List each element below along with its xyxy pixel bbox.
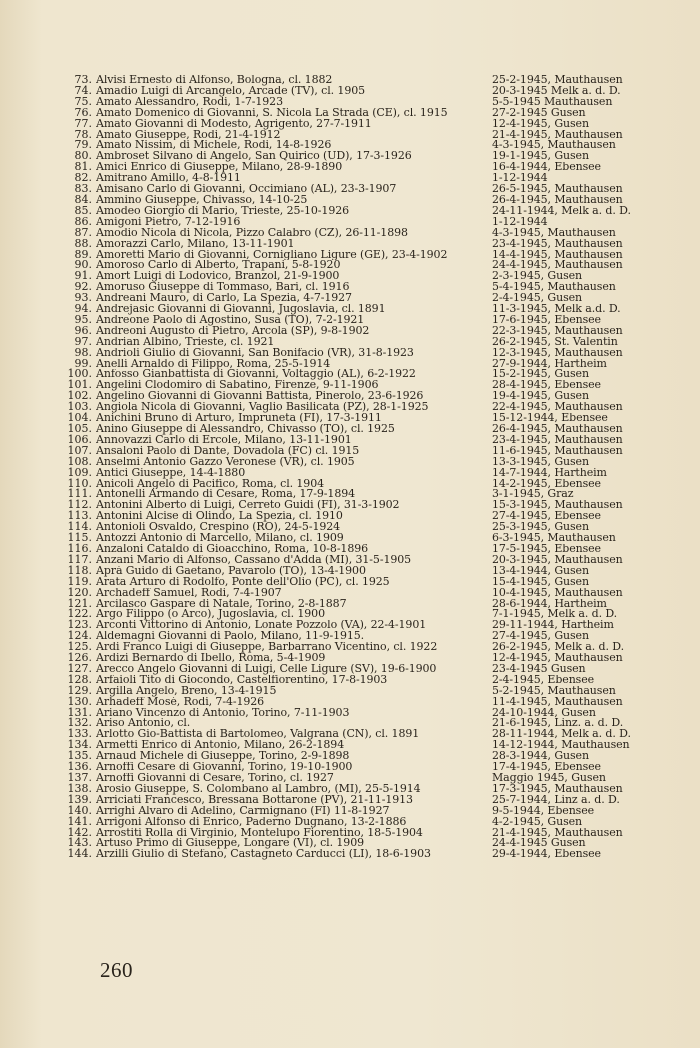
entry-number: 141. [67, 814, 92, 828]
entry-number: 78. [74, 127, 92, 141]
entry-death-date-place: 3-1-1945, Graz [492, 489, 574, 501]
list-item [58, 511, 658, 522]
entry-number: 89. [74, 247, 92, 261]
entry-person: Arconti Vittorino di Antonio, Lonate Pozzolo (VA), 22-4-1901 [96, 620, 427, 632]
entry-person: Ariano Vincenzo di Antonio, Torino, 7-11-1903 [96, 707, 350, 719]
list-item [58, 356, 658, 370]
entry-death-date-place: 25-7-1944, Linz a. d. D. [492, 794, 620, 806]
entry-death-date-place: 22-4-1945, Mauthausen [492, 402, 623, 414]
entry-death-date-place: 1-12-1944 [492, 173, 548, 185]
entry-person: Antonioli Osvaldo, Crespino (RO), 24-5-1924 [96, 522, 341, 534]
entry-number: 91. [74, 269, 92, 283]
entry-person: Arata Arturo di Rodolfo, Ponte dell'Olio (PC), cl. 1925 [96, 576, 390, 588]
entry-death-date-place: 23-4-1945, Mauthausen [492, 434, 623, 446]
list-item [58, 94, 658, 108]
entry-person: Ambroset Silvano di Angelo, San Quirico (UD), 17-3-1926 [96, 151, 412, 163]
entry-person: Artuso Primo di Giuseppe, Longare (VI), cl. 1909 [96, 838, 364, 850]
list-item [58, 522, 658, 533]
entry-person: Aldemagni Giovanni di Paolo, Milano, 11-9-1915. [96, 631, 365, 643]
list-item [58, 432, 658, 446]
entry-number: 127. [67, 661, 92, 675]
entry-number: 94. [74, 302, 92, 316]
list-item [58, 323, 658, 337]
list-item [58, 705, 658, 719]
entry-person: Angelino Giovanni di Giovanni Battista, Pinerolo, 23-6-1926 [96, 391, 424, 403]
entry-death-date-place: 17-5-1945, Ebensee [492, 543, 601, 555]
entry-number: 134. [67, 738, 92, 752]
entry-person: Amorazzi Carlo, Milano, 13-11-1901 [96, 238, 295, 250]
entry-death-date-place: 5-5-1945 Mauthausen [492, 96, 613, 108]
entry-person: Argo Filippo (o Arco), Jugoslavia, cl. 1900 [96, 609, 325, 621]
list-item [58, 83, 658, 97]
entry-death-date-place: 24-4-1945 Gusen [492, 838, 586, 850]
list-item [58, 838, 658, 849]
list-item [58, 533, 658, 544]
entry-death-date-place: 15-2-1945, Gusen [492, 369, 589, 381]
entry-person: Amato Giovanni di Modesto, Agrigento, 27-7-1911 [96, 118, 372, 130]
entry-number: 138. [67, 781, 92, 795]
entry-death-date-place: 21-6-1945, Linz. a. d. D. [492, 718, 624, 730]
entry-person: Amoretti Mario di Giovanni, Cornigliano Ligure (GE), 23-4-1902 [96, 249, 448, 261]
entry-person: Arrighi Alvaro di Adelino, Carmignano (FI) 11-8-1927 [96, 805, 390, 817]
entry-number: 109. [67, 465, 92, 479]
entry-death-date-place: 15-3-1945, Mauthausen [492, 500, 623, 512]
entry-person: Andreoni Augusto di Pietro, Arcola (SP), 9-8-1902 [96, 325, 370, 337]
entry-number: 143. [67, 836, 92, 850]
entry-number: 140. [67, 803, 92, 817]
entry-number: 105. [67, 422, 92, 435]
entry-number: 101. [67, 378, 92, 392]
entry-death-date-place: 24-11-1944, Melk a. d. D. [492, 205, 631, 217]
entry-number: 133. [67, 727, 92, 741]
list-item [58, 552, 658, 566]
entry-death-date-place: 2-3-1945, Gusen [492, 271, 583, 283]
entry-number: 139. [67, 792, 92, 806]
list-item [58, 127, 658, 141]
entry-death-date-place: 21-4-1945, Mauthausen [492, 129, 623, 141]
entry-death-date-place: 26-4-1945, Mauthausen [492, 424, 623, 435]
entry-death-date-place: 26-2-1945, Melk a. d. D. [492, 642, 624, 654]
entry-number: 76. [74, 105, 92, 119]
entry-number: 132. [67, 716, 92, 730]
entry-number: 104. [67, 411, 92, 425]
entry-death-date-place: 12-3-1945, Mauthausen [492, 347, 623, 359]
entry-number: 73. [74, 73, 92, 86]
entry-death-date-place: 23-4-1945 Gusen [492, 663, 586, 675]
list-item [58, 214, 658, 228]
list-item [58, 151, 658, 162]
entry-person: Anino Giuseppe di Alessandro, Chivasso (TO), cl. 1925 [96, 424, 395, 435]
entry-person: Anicoli Angelo di Pacifico, Roma, cl. 1904 [96, 478, 324, 490]
entry-number: 126. [67, 651, 92, 665]
entry-death-date-place: 28-4-1945, Ebensee [492, 380, 601, 392]
list-item [58, 162, 658, 173]
entry-person: Arrigoni Alfonso di Enrico, Paderno Dugnano, 13-2-1886 [96, 816, 407, 828]
entry-death-date-place: 19-1-1945, Gusen [492, 151, 589, 163]
list-item [58, 773, 658, 784]
entry-person: Amoruso Giuseppe di Tommaso, Bari, cl. 1916 [96, 282, 350, 294]
entry-number: 121. [67, 596, 92, 610]
entry-person: Arosio Giuseppe, S. Colombano al Lambro, (MI), 25-5-1914 [96, 783, 421, 795]
page-number: 260 [100, 958, 133, 982]
entry-number: 116. [67, 541, 92, 555]
entry-person: Angiola Nicola di Giovanni, Vaglio Basilicata (PZ), 28-1-1925 [96, 402, 429, 414]
entry-number: 118. [67, 563, 92, 577]
entry-number: 122. [67, 607, 92, 621]
entry-death-date-place: 24-10-1944, Gusen [492, 707, 596, 719]
entry-death-date-place: 14-7-1944, Hartheim [492, 467, 607, 479]
list-item [58, 541, 658, 555]
entry-number: 100. [67, 367, 92, 381]
entry-number: 81. [74, 160, 92, 174]
deportee-list [58, 75, 658, 860]
entry-person: Annovazzi Carlo di Ercole, Milano, 13-11-1901 [96, 434, 352, 446]
entry-person: Anzani Mario di Alfonso, Cassano d'Adda (MI), 31-5-1905 [96, 554, 412, 566]
entry-person: Arcilasco Gaspare di Natale, Torino, 2-8-1887 [96, 598, 347, 610]
entry-death-date-place: 14-4-1945, Mauthausen [492, 249, 623, 261]
list-item [58, 563, 658, 577]
entry-person: Archadeff Samuel, Rodi, 7-4-1907 [96, 587, 282, 599]
entry-death-date-place: 14-12-1944, Mauthausen [492, 740, 630, 752]
entry-person: Arnaud Michele di Giuseppe, Torino, 2-9-1898 [96, 751, 350, 763]
entry-number: 137. [67, 771, 92, 784]
entry-person: Amato Domenico di Giovanni, S. Nicola La Strada (CE), cl. 1915 [96, 107, 448, 119]
entry-person: Ariso Antonio, cl. [96, 718, 191, 730]
entry-person: Amato Alessandro, Rodi, 1-7-1923 [96, 96, 283, 108]
list-item [58, 729, 658, 740]
list-item [58, 762, 658, 773]
entry-death-date-place: 5-2-1945, Mauthausen [492, 685, 616, 697]
entry-person: Andreone Paolo di Agostino, Susa (TO), 7-2-1921 [96, 314, 365, 326]
entry-death-date-place: 11-3-1945, Melk a.d. D. [492, 304, 621, 315]
entry-person: Anichini Bruno di Arturo, Impruneta (FI), 17-3-1911 [96, 413, 382, 425]
list-item [58, 413, 658, 424]
entry-death-date-place: 26-2-1945, St. Valentin [492, 336, 618, 348]
entry-number: 107. [67, 443, 92, 457]
entry-number: 99. [74, 356, 92, 370]
entry-death-date-place: 1-12-1944 [492, 216, 548, 228]
entry-death-date-place: 17-4-1945, Ebensee [492, 762, 601, 774]
list-item [58, 694, 658, 708]
entry-number: 85. [74, 203, 92, 217]
entry-person: Argilla Angelo, Breno, 13-4-1915 [96, 685, 277, 697]
entry-death-date-place: 25-2-1945, Mauthausen [492, 75, 623, 86]
entry-person: Anselmi Antonio Gazzo Veronese (VR), cl. 1905 [96, 456, 355, 468]
list-item [58, 443, 658, 457]
list-item [58, 247, 658, 261]
entry-death-date-place: 27-4-1945, Gusen [492, 631, 589, 643]
entry-death-date-place: 6-3-1945, Mauthausen [492, 533, 616, 544]
list-item [58, 282, 658, 293]
entry-person: Ardizi Bernardo di Ibello, Roma, 5-4-1909 [96, 653, 326, 664]
list-item [58, 334, 658, 348]
entry-person: Amitrano Amillo, 4-8-1911 [96, 173, 241, 185]
entry-person: Antici Giuseppe, 14-4-1880 [96, 467, 246, 479]
entry-number: 135. [67, 749, 92, 763]
entry-person: Amigoni Pietro, 7-12-1916 [96, 216, 241, 228]
entry-number: 123. [67, 618, 92, 632]
list-item [58, 718, 658, 729]
list-item [58, 683, 658, 697]
entry-death-date-place: 29-4-1944, Ebensee [492, 849, 601, 861]
entry-person: Anelli Arnaldo di Filippo, Roma, 25-5-1914 [96, 358, 331, 370]
list-item [58, 803, 658, 817]
entry-person: Arfaioli Tito di Giocondo, Castelfiorentino, 17-8-1903 [96, 674, 388, 686]
entry-person: Armetti Enrico di Antonio, Milano, 26-2-1894 [96, 740, 345, 752]
list-item [58, 661, 658, 675]
list-item [58, 402, 658, 413]
list-item [58, 642, 658, 653]
entry-number: 142. [67, 825, 92, 839]
entry-death-date-place: 20-3-1945, Mauthausen [492, 554, 623, 566]
entry-death-date-place: 28-11-1944, Melk a. d. D. [492, 729, 631, 741]
list-item [58, 173, 658, 184]
entry-number: 90. [74, 258, 92, 272]
list-item [58, 380, 658, 391]
entry-death-date-place: 27-2-1945 Gusen [492, 107, 586, 119]
entry-number: 75. [74, 94, 92, 108]
list-item [58, 369, 658, 380]
entry-number: 131. [67, 705, 92, 719]
entry-number: 112. [67, 498, 92, 512]
entry-death-date-place: Maggio 1945, Gusen [492, 773, 606, 784]
entry-number: 129. [67, 683, 92, 697]
entry-number: 144. [67, 847, 92, 861]
entry-number: 120. [67, 585, 92, 599]
entry-number: 124. [67, 629, 92, 643]
list-item [58, 465, 658, 479]
list-item [58, 740, 658, 751]
entry-death-date-place: 4-3-1945, Mauthausen [492, 227, 616, 239]
entry-person: Angelini Clodomiro di Sabatino, Firenze, 9-11-1906 [96, 380, 379, 392]
entry-death-date-place: 24-4-1945, Mauthausen [492, 260, 623, 272]
list-item [58, 293, 658, 304]
entry-number: 106. [67, 432, 92, 446]
entry-death-date-place: 27-9-1944, Hartheim [492, 358, 607, 370]
list-item [58, 203, 658, 217]
entry-person: Amato Giuseppe, Rodi, 21-4-1912 [96, 129, 281, 141]
entry-number: 79. [74, 138, 92, 152]
entry-death-date-place: 11-4-1945, Mauthausen [492, 696, 623, 708]
entry-person: Amodio Nicola di Nicola, Pizzo Calabro (CZ), 26-11-1898 [96, 227, 408, 239]
list-item [58, 454, 658, 468]
list-item [58, 489, 658, 500]
entry-person: Anzaloni Cataldo di Gioacchino, Roma, 10-8-1896 [96, 543, 369, 555]
entry-number: 96. [74, 323, 92, 337]
entry-number: 97. [74, 334, 92, 348]
entry-number: 77. [74, 116, 92, 130]
list-item [58, 653, 658, 664]
entry-person: Antonini Alcise di Olindo, La Spezia, cl. 1910 [96, 511, 343, 523]
list-item [58, 236, 658, 250]
entry-number: 117. [67, 552, 92, 566]
entry-death-date-place: 21-4-1945, Mauthausen [492, 827, 623, 839]
entry-person: Arriciati Francesco, Bressana Bottarone (PV), 21-11-1913 [96, 794, 413, 806]
entry-number: 108. [67, 454, 92, 468]
entry-number: 80. [74, 149, 92, 163]
list-item [58, 260, 658, 271]
entry-death-date-place: 12-4-1945, Mauthausen [492, 653, 623, 664]
list-item [58, 304, 658, 315]
entry-person: Arrostiti Rolla di Virginio, Montelupo Fiorentino, 18-5-1904 [96, 827, 423, 839]
entry-person: Andrian Albino, Trieste, cl. 1921 [96, 336, 275, 348]
entry-death-date-place: 23-4-1945, Mauthausen [492, 238, 623, 250]
list-item [58, 225, 658, 239]
entry-number: 103. [67, 400, 92, 414]
list-item [58, 609, 658, 620]
entry-person: Arecco Angelo Giovanni di Luigi, Celle Ligure (SV), 19-6-1900 [96, 663, 437, 675]
entry-death-date-place: 28-3-1944, Gusen [492, 751, 589, 763]
entry-death-date-place: 27-4-1945, Ebensee [492, 511, 601, 523]
entry-death-date-place: 28-6-1944, Hartheim [492, 598, 607, 610]
list-item [58, 825, 658, 839]
list-item [58, 105, 658, 119]
entry-person: Anfosso Gianbattista di Giovanni, Voltaggio (AL), 6-2-1922 [96, 369, 416, 381]
list-item [58, 574, 658, 588]
entry-person: Antozzi Antonio di Marcello, Milano, cl. 1909 [96, 533, 344, 544]
entry-death-date-place: 20-3-1945 Melk a. d. D. [492, 85, 621, 97]
entry-person: Arlotto Gio-Battista di Bartolomeo, Valgrana (CN), cl. 1891 [96, 729, 420, 741]
entry-death-date-place: 14-2-1945, Ebensee [492, 478, 601, 490]
entry-number: 74. [74, 83, 92, 97]
entry-death-date-place: 29-11-1944, Hartheim [492, 620, 614, 632]
list-item [58, 312, 658, 326]
entry-death-date-place: 26-5-1945, Mauthausen [492, 184, 623, 195]
entry-person: Amadio Luigi di Arcangelo, Arcade (TV), cl. 1905 [96, 85, 366, 97]
entry-number: 84. [74, 192, 92, 206]
entry-person: Aprà Guido di Gaetano, Pavarolo (TO), 13-4-1900 [96, 565, 366, 577]
entry-number: 93. [74, 291, 92, 305]
entry-number: 114. [67, 520, 92, 534]
entry-person: Ardi Franco Luigi di Giuseppe, Barbarrano Vicentino, cl. 1922 [96, 642, 438, 654]
list-item [58, 781, 658, 795]
entry-person: Antonini Alberto di Luigi, Cerreto Guidi (FI), 31-3-1902 [96, 500, 400, 512]
entry-death-date-place: 12-4-1945, Gusen [492, 118, 589, 130]
entry-death-date-place: 16-4-1944, Ebensee [492, 162, 601, 174]
entry-number: 83. [74, 182, 92, 196]
entry-number: 130. [67, 694, 92, 708]
entry-death-date-place: 10-4-1945, Mauthausen [492, 587, 623, 599]
entry-person: Andreani Mauro, di Carlo, La Spezia, 4-7-1927 [96, 293, 352, 305]
entry-number: 82. [74, 171, 92, 185]
list-item [58, 116, 658, 130]
entry-person: Andrioli Giulio di Giovanni, San Bonifacio (VR), 31-8-1923 [96, 347, 414, 359]
entry-person: Amato Nissim, di Michele, Rodi, 14-8-1926 [96, 140, 332, 152]
entry-person: Amisano Carlo di Giovanni, Occimiano (AL), 23-3-1907 [96, 184, 397, 195]
list-item [58, 192, 658, 206]
entry-number: 102. [67, 389, 92, 403]
entry-death-date-place: 9-5-1944, Ebensee [492, 805, 595, 817]
entry-number: 86. [74, 214, 92, 228]
entry-death-date-place: 4-3-1945, Mauthausen [492, 140, 616, 152]
list-item [58, 500, 658, 511]
entry-death-date-place: 17-6-1945, Ebensee [492, 314, 601, 326]
entry-death-date-place: 4-2-1945, Gusen [492, 816, 583, 828]
entry-person: Arnoffi Giovanni di Cesare, Torino, cl. 1927 [96, 773, 334, 784]
list-item [58, 849, 658, 860]
entry-number: 88. [74, 236, 92, 250]
entry-number: 111. [67, 487, 92, 501]
list-item [58, 345, 658, 359]
list-item [58, 184, 658, 195]
entry-death-date-place: 26-4-1945, Mauthausen [492, 194, 623, 206]
entry-person: Arnoffi Cesare di Giovanni, Torino, 19-10-1900 [96, 762, 353, 774]
entry-person: Ammino Giuseppe, Chivasso, 14-10-25 [96, 194, 308, 206]
entry-death-date-place: 5-4-1945, Mauthausen [492, 282, 616, 294]
entry-death-date-place: 17-3-1945, Mauthausen [492, 783, 623, 795]
entry-person: Amoroso Carlo di Alberto, Trapani, 5-8-1920 [96, 260, 341, 272]
entry-number: 110. [67, 476, 92, 490]
entry-death-date-place: 19-4-1945, Gusen [492, 391, 589, 403]
entry-death-date-place: 11-6-1945, Mauthausen [492, 445, 623, 457]
entry-number: 98. [74, 345, 92, 359]
list-item [58, 391, 658, 402]
entry-number: 125. [67, 640, 92, 654]
list-item [58, 476, 658, 490]
entry-death-date-place: 25-3-1945, Gusen [492, 522, 589, 534]
list-item [58, 585, 658, 599]
entry-number: 113. [67, 509, 92, 523]
list-item [58, 140, 658, 151]
entry-number: 128. [67, 672, 92, 686]
entry-death-date-place: 22-3-1945, Mauthausen [492, 325, 623, 337]
list-item [58, 792, 658, 806]
entry-death-date-place: 15-12-1944, Ebensee [492, 413, 608, 425]
entry-death-date-place: 7-1-1945, Melk a. d. D. [492, 609, 618, 621]
list-item [58, 751, 658, 762]
entry-number: 87. [74, 225, 92, 239]
entry-person: Amodeo Giorgio di Mario, Trieste, 25-10-1926 [96, 205, 350, 217]
entry-death-date-place: 2-4-1945, Ebensee [492, 674, 595, 686]
list-item [58, 424, 658, 435]
entry-death-date-place: 15-4-1945, Gusen [492, 576, 589, 588]
entry-number: 136. [67, 760, 92, 774]
entry-number: 119. [67, 574, 92, 588]
list-item [58, 631, 658, 642]
entry-person: Antonelli Armando di Cesare, Roma, 17-9-1894 [96, 489, 356, 501]
entry-person: Andrejasic Giovanni di Giovanni, Jugoslavia, cl. 1891 [96, 304, 386, 315]
entry-person: Ansaloni Paolo di Dante, Dovadola (FC) cl. 1915 [96, 445, 360, 457]
entry-number: 115. [67, 531, 92, 545]
entry-death-date-place: 13-3-1945, Gusen [492, 456, 589, 468]
entry-death-date-place: 2-4-1945, Gusen [492, 293, 583, 305]
entry-person: Amort Luigi di Lodovico, Branzol, 21-9-1900 [96, 271, 340, 283]
list-item [58, 672, 658, 686]
entry-number: 92. [74, 280, 92, 294]
list-item [58, 271, 658, 282]
list-item [58, 814, 658, 828]
list-item [58, 620, 658, 631]
entry-death-date-place: 13-4-1944, Gusen [492, 565, 589, 577]
entry-person: Arhadeff Mosè, Rodi, 7-4-1926 [96, 696, 265, 708]
list-item [58, 75, 658, 86]
entry-number: 95. [74, 312, 92, 326]
entry-person: Arzilli Giulio di Stefano, Castagneto Carducci (LI), 18-6-1903 [96, 849, 431, 861]
entry-person: Alvisi Ernesto di Alfonso, Bologna, cl. 1882 [96, 75, 333, 86]
list-item [58, 596, 658, 610]
entry-person: Amici Enrico di Giuseppe, Milano, 28-9-1890 [96, 162, 343, 174]
